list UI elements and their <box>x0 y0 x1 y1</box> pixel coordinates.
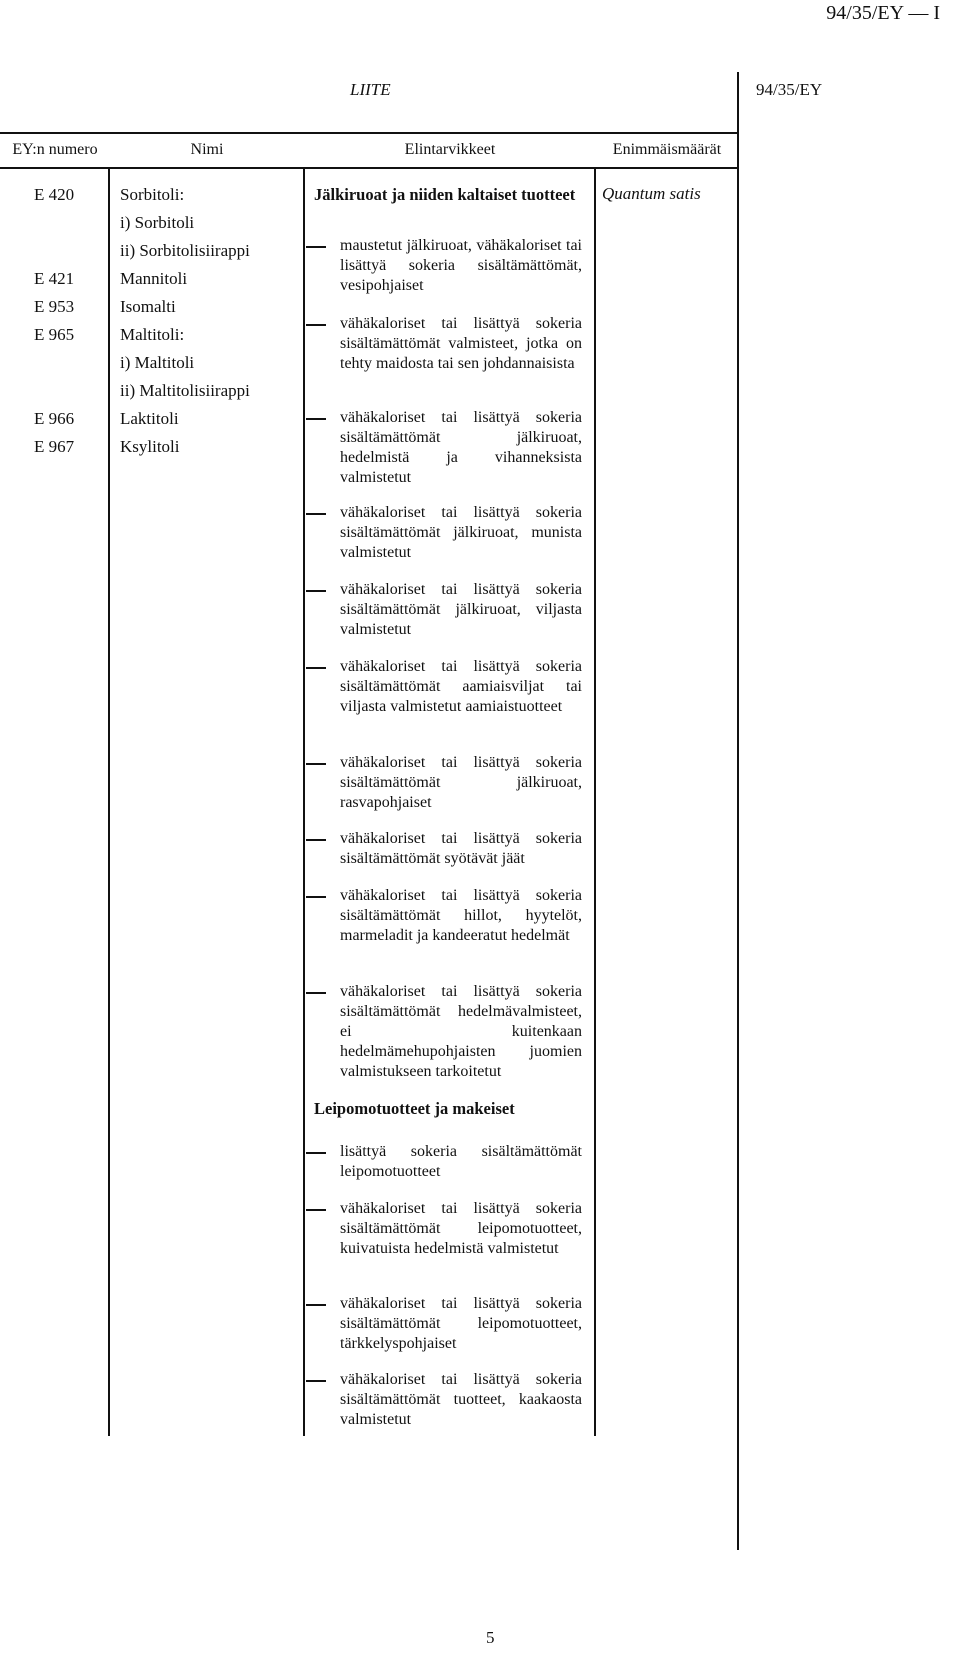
foodstuff-text: vähäkaloriset tai lisättyä sokeria sisältämättömät jälkiruoat, hedelmistä ja vihanneksista valmistetut <box>340 409 582 486</box>
dash-bullet <box>306 1380 326 1382</box>
header-top-rule <box>0 132 738 134</box>
foodstuff-text: vähäkaloriset tai lisättyä sokeria sisältämättömät hillot, hyytelöt, marmeladit ja kandeeratut hedelmät <box>340 887 582 944</box>
column-header-name: Nimi <box>190 141 224 158</box>
e-code: E 965 <box>34 325 75 344</box>
column-rule-1 <box>108 167 110 1436</box>
additive-name: Laktitoli <box>120 409 179 428</box>
dash-bullet <box>306 513 326 515</box>
additive-name: Maltitoli: <box>120 325 185 344</box>
additive-name: Mannitoli <box>120 269 188 288</box>
annex-title: LIITE <box>350 80 391 99</box>
foodstuff-text: vähäkaloriset tai lisättyä sokeria sisältämättömät syötävät jäät <box>340 830 582 867</box>
section-title: Jälkiruoat ja niiden kaltaiset tuotteet <box>314 185 576 204</box>
dash-bullet <box>306 324 326 326</box>
foodstuff-text: vähäkaloriset tai lisättyä sokeria sisältämättömät jälkiruoat, rasvapohjaiset <box>340 754 582 811</box>
right-margin-rule <box>737 72 739 1550</box>
additive-name: Ksylitoli <box>120 437 180 456</box>
annex-reference: 94/35/EY <box>756 80 823 99</box>
section-title: Leipomotuotteet ja makeiset <box>314 1099 515 1118</box>
header-bottom-rule <box>0 167 738 169</box>
e-code: E 966 <box>34 409 75 428</box>
dash-bullet <box>306 896 326 898</box>
max-level: Quantum satis <box>602 184 701 203</box>
foodstuff-text: vähäkaloriset tai lisättyä sokeria sisältämättömät aamiaisviljat tai viljasta valmistetut aamiaistuotteet <box>340 658 582 715</box>
additive-name: i) Sorbitoli <box>120 213 195 232</box>
foodstuff-text: vähäkaloriset tai lisättyä sokeria sisältämättömät tuotteet, kaakaosta valmistetut <box>340 1371 582 1428</box>
additive-name: i) Maltitoli <box>120 353 195 372</box>
dash-bullet <box>306 1304 326 1306</box>
e-code: E 967 <box>34 437 75 456</box>
dash-bullet <box>306 839 326 841</box>
column-rule-3 <box>594 167 596 1436</box>
column-rule-2 <box>303 167 305 1436</box>
page-number: 5 <box>486 1628 495 1647</box>
foodstuff-text: lisättyä sokeria sisältämättömät leipomotuotteet <box>340 1143 582 1180</box>
dash-bullet <box>306 763 326 765</box>
dash-bullet <box>306 246 326 248</box>
foodstuff-text: vähäkaloriset tai lisättyä sokeria sisältämättömät jälkiruoat, viljasta valmistetut <box>340 581 582 638</box>
column-header-code: EY:n numero <box>12 141 98 158</box>
additive-name: ii) Sorbitolisiirappi <box>120 241 250 260</box>
foodstuff-text: vähäkaloriset tai lisättyä sokeria sisältämättömät valmisteet, jotka on tehty maidosta tai sen johdannaisista <box>340 315 582 372</box>
foodstuff-text: vähäkaloriset tai lisättyä sokeria sisältämättömät jälkiruoat, munista valmistetut <box>340 504 582 561</box>
dash-bullet <box>306 1152 326 1154</box>
dash-bullet <box>306 1209 326 1211</box>
foodstuff-text: maustetut jälkiruoat, vähäkaloriset tai lisättyä sokeria sisältämättömät, vesipohjaiset <box>340 237 582 294</box>
foodstuff-text: vähäkaloriset tai lisättyä sokeria sisältämättömät hedelmävalmisteet, ei kuitenkaan hedelmämehupohjaisten juomien valmistukseen tarkoitetut <box>340 983 582 1080</box>
e-code: E 421 <box>34 269 75 288</box>
foodstuff-text: vähäkaloriset tai lisättyä sokeria sisältämättömät leipomotuotteet, kuivatuista hedelmistä valmistetut <box>340 1200 582 1257</box>
e-code: E 420 <box>34 185 75 204</box>
document-reference: 94/35/EY — I <box>826 2 940 24</box>
dash-bullet <box>306 418 326 420</box>
additive-name: Isomalti <box>120 297 176 316</box>
additive-name: ii) Maltitolisiirappi <box>120 381 250 400</box>
column-header-max-levels: Enimmäismäärät <box>612 141 722 158</box>
e-code: E 953 <box>34 297 75 316</box>
column-header-foodstuffs: Elintarvikkeet <box>404 141 496 158</box>
dash-bullet <box>306 590 326 592</box>
dash-bullet <box>306 992 326 994</box>
additive-name: Sorbitoli: <box>120 185 185 204</box>
foodstuff-text: vähäkaloriset tai lisättyä sokeria sisältämättömät leipomotuotteet, tärkkelyspohjaiset <box>340 1295 582 1352</box>
dash-bullet <box>306 667 326 669</box>
